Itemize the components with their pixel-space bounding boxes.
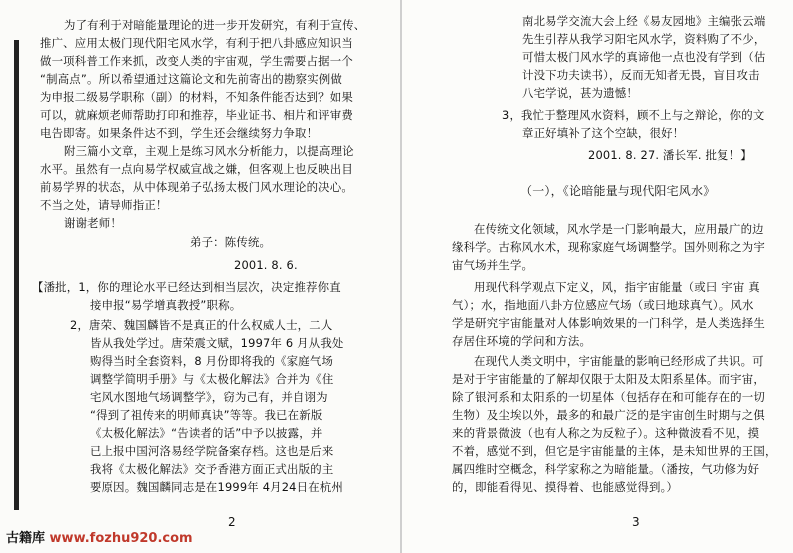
annotation-line: 已上报中国河洛易经学院备案存档。这也是后来 (90, 444, 334, 458)
annotation-line: 购得当时全套资料，8 月份即将我的《家庭气场 (90, 354, 334, 368)
text-line: 来的背景微波（也有人称之为反粒子）。这种微波看不见，摸 (452, 426, 760, 440)
right-page (402, 0, 793, 553)
text-line: 缘科学。古称风水术，现称家庭气场调整学。国外则称之为宇 (452, 240, 765, 254)
watermark-site-name: 古籍库 (6, 531, 46, 546)
text-line: 前易学界的状态，从中体现弟子弘扬太极门风水理论的决心。 (40, 180, 353, 194)
annotation-line: 2，唐荣、魏国麟皆不是真正的什么权威人士，二人 (70, 318, 333, 332)
annotation-line: “得到了祖传来的明师真诀”等等。我已在新版 (90, 408, 323, 422)
annotation-line: 我将《太极化解法》交予香港方面正式出版的主 (90, 462, 334, 476)
text-line: 宙气场并生学。 (452, 258, 534, 272)
text-line: 附三篇小文章，主观上是练习风水分析能力，以提高理论 (64, 144, 354, 158)
annotation-line: 计没下功夫读书），反而无知者无畏，盲目攻击 (522, 68, 760, 82)
annotation-line: 可惜太极门风水学的真谛他一点也没有学到（估 (522, 50, 766, 64)
annotation-line: 《太极化解法》“告读者的话”中予以披露，并 (90, 426, 323, 440)
text-line: 可以，就麻烦老师帮助打印和推荐，毕业证书、相片和评审费 (40, 108, 353, 122)
text-line: 学是研究宇宙能量对人体影响效果的一门科学，是人类选择生 (452, 316, 765, 330)
text-line: 为申报二级易学职称（副）的材料，不知条件能否达到？如果 (40, 90, 353, 104)
date-line: 2001. 8. 27. 潘长军. 批复！】 (588, 148, 752, 162)
date-line: 2001. 8. 6. (234, 258, 298, 272)
text-line: 水平。虽然有一点向易学权威宣战之嫌，但客观上也反映出目 (40, 162, 353, 176)
text-line: 不当之处，请导师指正！ (40, 198, 168, 212)
text-line: 在传统文化领域，风水学是一门影响最大，应用最广的边 (474, 222, 764, 236)
text-line: 为了有利于对暗能量理论的进一步开发研究，有利于宣传、 (64, 18, 366, 32)
annotation-line: 3，我忙于整理风水资料，顾不上与之辩论，你的文 (502, 108, 765, 122)
annotation-line: 调整学简明手册》与《太极化解法》合并为《住 (90, 372, 334, 386)
binding-edge (14, 40, 19, 510)
signature-line: 弟子：陈传统。 (190, 235, 272, 249)
annotation-line: 要原因。魏国麟同志是在1999年 4月24日在杭州 (90, 480, 343, 494)
text-line: 生物）及尘埃以外，最多的和最广泛的是宇宙创生时期与之俱 (452, 408, 765, 422)
text-line: 做一项科普工作来抓，改变人类的宇宙观，学生需要占据一个 (40, 54, 353, 68)
page-number: 2 (228, 515, 236, 529)
text-line: 谢谢老师！ (64, 216, 122, 230)
annotation-line: 【潘批，1，你的理论水平已经达到相当层次，决定推荐你直 (32, 280, 341, 294)
text-line: 推广、应用太极门现代阳宅风水学，有利于把八卦感应知识当 (40, 36, 353, 50)
text-line: 气）；水，指地面八卦方位感应气场（或曰地球真气）。风水 (452, 298, 754, 312)
text-line: 在现代人类文明中，宇宙能量的影响已经形成了共识。可 (474, 354, 764, 368)
text-line: 是对于宇宙能量的了解却仅限于太阳及太阳系星体。而宇宙， (452, 372, 765, 386)
annotation-line: 先生引荐从我学习阳宅风水学，资料购了不少， (522, 32, 766, 46)
page-number: 3 (632, 515, 640, 529)
annotation-line: 接申报“易学增真教授”职称。 (90, 298, 242, 312)
text-line: 属四维时空概念，科学家称之为暗能量。（潘按，气功修为好 (452, 462, 760, 476)
annotation-line: 南北易学交流大会上经《易友园地》主编张云端 (522, 14, 766, 28)
annotation-line: 章正好填补了这个空缺，很好！ (522, 126, 685, 140)
text-line: “制高点”。所以希望通过这篇论文和先前寄出的勘察实例做 (40, 72, 342, 86)
text-line: 不着，感觉不到，但它是宇宙能量的主体，是未知世界的王国， (452, 444, 777, 458)
watermark-url: www.fozhu920.com (49, 531, 193, 546)
section-heading: （一），《论暗能量与现代阳宅风水》 (520, 184, 716, 198)
text-line: 用现代科学观点下定义，风，指宇宙能量（或曰 宇宙 真 (474, 280, 760, 294)
text-line: 存居住环境的学问和方法。 (452, 334, 592, 348)
annotation-line: 皆从我处学过。唐荣震文赋，1997年 6 月从我处 (90, 336, 344, 350)
text-line: 电告即寄。如果条件达不到，学生还会继续努力争取！ (40, 126, 319, 140)
annotation-line: 宅风水图地气场调整学》，窃为己有，并自诩为 (90, 390, 328, 404)
annotation-line: 八宅学说，甚为遗憾！ (522, 86, 638, 100)
text-line: 的，即能看得见、摸得着、也能感觉得到。） (452, 480, 679, 494)
text-line: 除了银河系和太阳系的一切星体（包括存在和可能存在的一切 (452, 390, 765, 404)
watermark (6, 527, 193, 546)
